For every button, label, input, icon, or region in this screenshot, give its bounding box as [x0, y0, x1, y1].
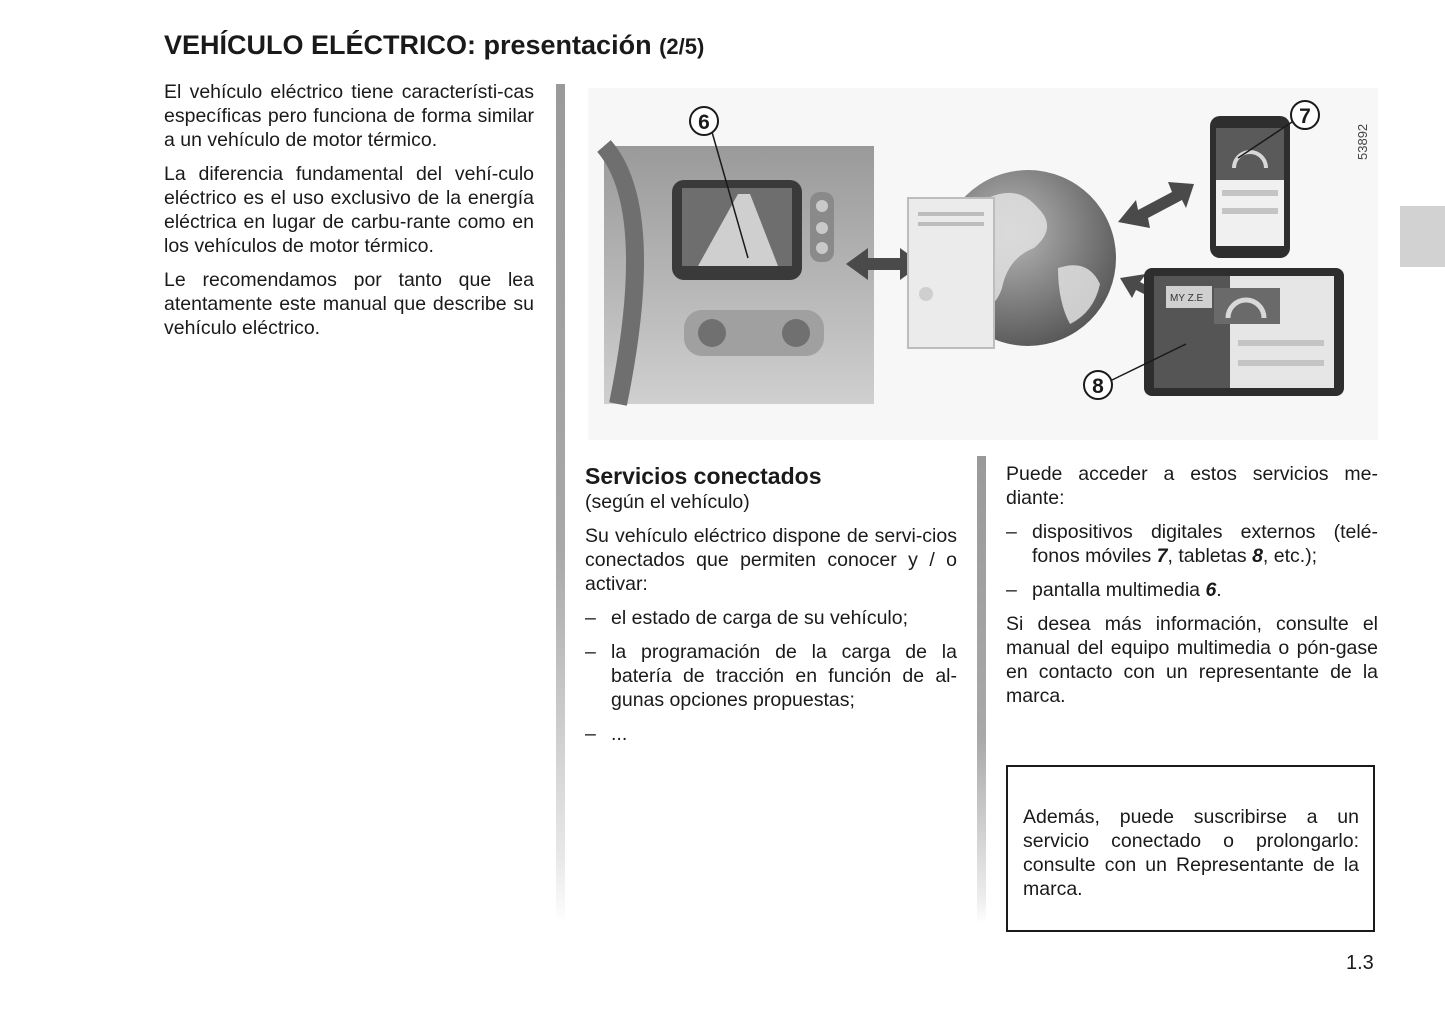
column-divider-right [977, 456, 986, 924]
access-item-1: – dispositivos digitales externos (telé-fonos móviles 7, tabletas 8, etc.); [1006, 520, 1378, 568]
chapter-tab [1400, 206, 1445, 267]
dashboard-image [604, 146, 874, 404]
title-main: VEHÍCULO ELÉCTRICO: presentación [164, 30, 652, 60]
access-intro: Puede acceder a estos servicios me-diante: [1006, 463, 1378, 509]
services-item-3: – ... [585, 722, 957, 746]
more-info-paragraph: Si desea más información, consulte el manual del equipo multimedia o pón-gase en contacto con un representante de la marca. [1006, 613, 1378, 707]
callout-8 [1084, 371, 1112, 399]
services-heading: Servicios conectados [585, 463, 822, 489]
intro-paragraph-2: La diferencia fundamental del vehí-culo eléctrico es el uso exclusivo de la energía eléctrica en lugar de carbu-rante como en los vehículos de motor térmico. [164, 163, 534, 257]
services-subheading: (según el vehículo) [585, 491, 750, 513]
tablet-icon [1144, 268, 1344, 396]
page-number: 1.3 [1346, 952, 1374, 974]
intro-paragraph-1: El vehículo eléctrico tiene característi-cas específicas pero funciona de forma similar a un vehículo de motor térmico. [164, 81, 534, 151]
phone-icon [1210, 116, 1290, 258]
intro-paragraph-3: Le recomendamos por tanto que lea atentamente este manual que describe su vehículo eléctrico. [164, 269, 534, 339]
services-item-2: – la programación de la carga de la batería de tracción en función de al-gunas opciones propuestas; [585, 640, 957, 712]
intro-column [164, 80, 534, 350]
services-column [585, 462, 957, 756]
services-item-1: – el estado de carga de su vehículo; [585, 606, 957, 630]
svg-text:6: 6 [698, 111, 710, 134]
column-divider-left [556, 84, 565, 924]
callout-6 [690, 107, 718, 135]
services-intro: Su vehículo eléctrico dispone de servi-cios conectados que permiten conocer y / o activar: [585, 525, 957, 595]
access-column [1006, 462, 1378, 718]
tablet-label: MY Z.E [1170, 293, 1204, 304]
connected-services-illustration [588, 88, 1378, 440]
note-box: Además, puede suscribirse a un servicio conectado o prolongarlo: consulte con un Representante de la marca. [1006, 765, 1375, 932]
access-item-2: – pantalla multimedia 6. [1006, 578, 1378, 602]
server-icon [908, 198, 994, 348]
page-title [164, 30, 704, 61]
svg-text:8: 8 [1092, 375, 1104, 398]
figure-reference-number: 53892 [1355, 123, 1370, 160]
title-pages: (2/5) [659, 34, 705, 59]
svg-text:7: 7 [1299, 105, 1311, 128]
callout-7 [1291, 101, 1319, 129]
